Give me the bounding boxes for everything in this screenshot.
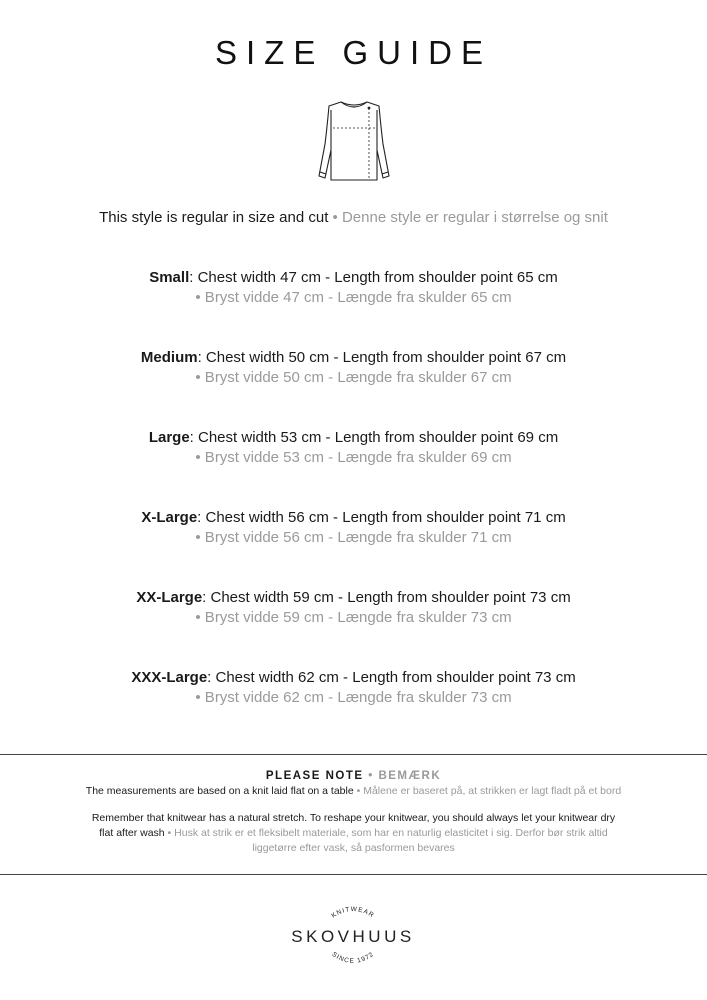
fit-separator: •	[328, 209, 342, 226]
svg-text:SINCE 1972	[330, 951, 375, 965]
divider-bottom	[0, 874, 707, 875]
skovhuus-logo	[278, 896, 428, 976]
note-line3-en: flat after wash	[99, 827, 165, 839]
size-name: X-Large	[141, 509, 198, 526]
note-line3-da: • Husk at strik er et fleksibelt materiale, som har en naturlig elasticitet i sig. Derfor bør strik altid	[164, 827, 608, 839]
size-measurements-da: • Bryst vidde 53 cm - Længde fra skulder 69 cm	[195, 449, 512, 466]
size-row-xx-large	[0, 588, 707, 668]
size-name: Large	[148, 429, 190, 446]
note-line1-da: • Målene er baseret på, at strikken er lagt fladt på et bord	[353, 785, 622, 797]
page-title: SIZE GUIDE	[214, 34, 493, 71]
size-measurements-en: : Chest width 59 cm - Length from shoulder point 73 cm	[202, 589, 571, 606]
logo-tagline-bottom: SINCE 1972	[330, 950, 376, 965]
size-measurements-en: : Chest width 50 cm - Length from shoulder point 67 cm	[197, 349, 567, 366]
note-line-measurements	[0, 784, 707, 799]
size-measurements-da: • Bryst vidde 62 cm - Længde fra skulder 73 cm	[195, 689, 512, 706]
size-measurements-en: : Chest width 56 cm - Length from shoulder point 71 cm	[197, 509, 566, 526]
note-heading-da: BEMÆRK	[378, 770, 442, 782]
care-note	[0, 768, 707, 856]
size-row-xxx-large	[0, 668, 707, 748]
sweater-measurement-icon	[313, 98, 395, 184]
fit-description	[0, 209, 707, 226]
size-measurements-da: • Bryst vidde 56 cm - Længde fra skulder 71 cm	[195, 529, 512, 546]
size-row-x-large	[0, 508, 707, 588]
note-heading-separator: •	[363, 770, 379, 782]
note-heading	[0, 768, 707, 784]
note-heading-en: PLEASE NOTE	[265, 770, 364, 782]
size-row-small	[0, 268, 707, 348]
size-measurements-da: • Bryst vidde 47 cm - Længde fra skulder 65 cm	[195, 289, 512, 306]
fit-description-da: Denne style er regular i størrelse og snit	[341, 209, 608, 226]
logo-tagline-top: KNITWEAR	[330, 906, 376, 920]
note-line-wash-da	[0, 841, 707, 856]
size-name: Medium	[140, 349, 198, 366]
fit-description-en: This style is regular in size and cut	[99, 209, 329, 226]
note-line4-da: liggetørre efter vask, så pasformen bevares	[252, 842, 455, 854]
size-measurements-da: • Bryst vidde 59 cm - Længde fra skulder 73 cm	[195, 609, 512, 626]
size-row-large	[0, 428, 707, 508]
size-name: XXX-Large	[131, 669, 208, 686]
size-measurements-en: : Chest width 47 cm - Length from shoulder point 65 cm	[189, 269, 558, 286]
size-name: Small	[149, 269, 190, 286]
size-name: XX-Large	[136, 589, 203, 606]
size-measurements-da: • Bryst vidde 50 cm - Længde fra skulder 67 cm	[195, 369, 512, 386]
size-measurements-en: : Chest width 53 cm - Length from shoulder point 69 cm	[189, 429, 559, 446]
size-measurements-en: : Chest width 62 cm - Length from shoulder point 73 cm	[207, 669, 576, 686]
size-row-medium	[0, 348, 707, 428]
size-list	[0, 268, 707, 748]
note-line-stretch: Remember that knitwear has a natural stretch. To reshape your knitwear, you should always let your knitwear dry	[91, 812, 616, 824]
logo-wordmark: SKOVHUUS	[291, 927, 415, 946]
note-line-wash	[0, 826, 707, 841]
svg-text:KNITWEAR	[330, 906, 375, 920]
note-line1-en: The measurements are based on a knit laid flat on a table	[85, 785, 354, 797]
divider-top	[0, 754, 707, 755]
